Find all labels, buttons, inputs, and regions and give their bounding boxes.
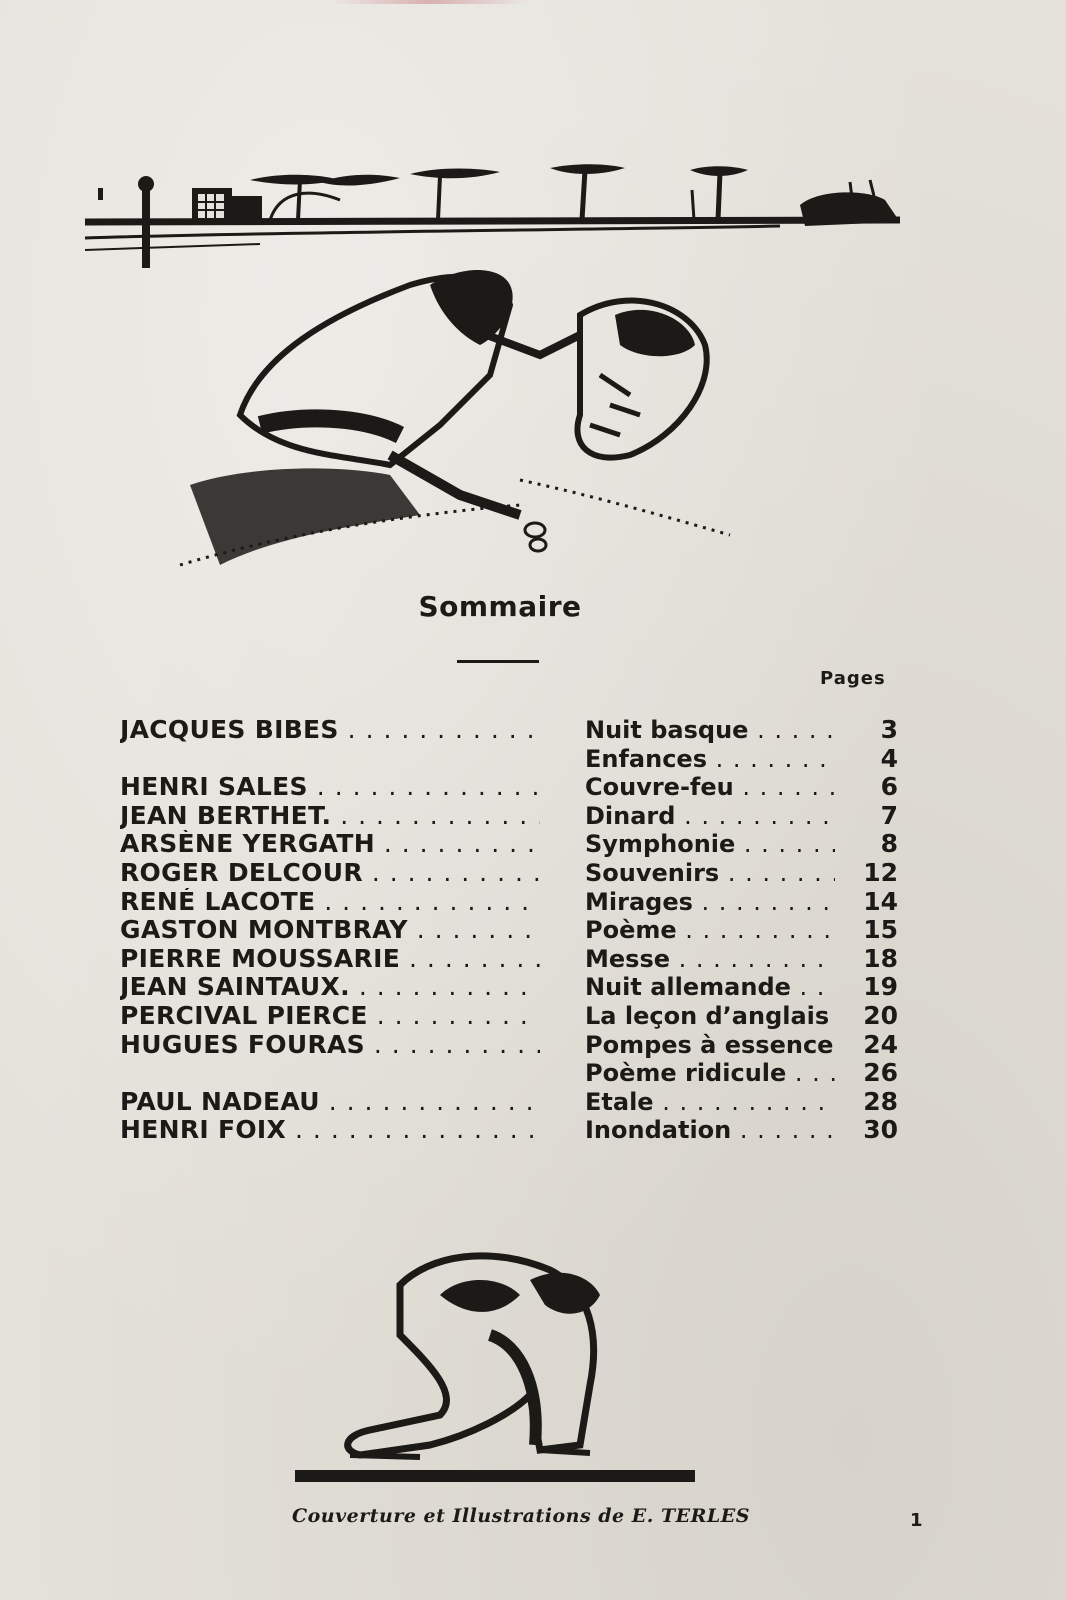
toc-title: Symphonie . . . xyxy=(585,830,835,859)
toc-row xyxy=(120,859,900,888)
title-rule xyxy=(457,660,539,663)
toc-row xyxy=(120,888,900,917)
toc-author: HENRI SALES . . . xyxy=(120,773,540,802)
cover-edge-strip xyxy=(330,0,530,4)
toc-author: RENÉ LACOTE . . . xyxy=(120,888,540,917)
toc-page: 12 xyxy=(863,857,898,887)
toc-author: ARSÈNE YERGATH . . . xyxy=(120,830,540,859)
toc-title: Nuit allemande . . . xyxy=(585,973,835,1002)
toc-row xyxy=(120,945,900,974)
toc-title: Mirages . . . xyxy=(585,888,835,917)
crouching-figure-vignette xyxy=(290,1245,710,1485)
toc-page: 8 xyxy=(880,829,898,859)
toc-author: ROGER DELCOUR . . . xyxy=(120,859,540,888)
toc-page: 4 xyxy=(880,743,898,773)
toc-page: 20 xyxy=(863,1000,898,1030)
toc-author: HENRI FOIX . . . xyxy=(120,1116,540,1145)
toc-title: Nuit basque . . . xyxy=(585,716,835,745)
toc-page: 30 xyxy=(863,1115,898,1145)
toc-author: HUGUES FOURAS . . . xyxy=(120,1031,540,1060)
toc-row xyxy=(120,802,900,831)
toc-page: 19 xyxy=(863,972,898,1002)
toc-page: 15 xyxy=(863,915,898,945)
toc-page: 7 xyxy=(880,800,898,830)
toc-row xyxy=(120,1088,900,1117)
toc-page: 14 xyxy=(863,886,898,916)
toc-author: JEAN SAINTAUX. . . . xyxy=(120,973,540,1002)
toc-title: Couvre-feu . . . xyxy=(585,773,835,802)
toc-author: JEAN BERTHET. . . . xyxy=(120,802,540,831)
page-number: 1 xyxy=(910,1510,923,1531)
toc-author: PIERRE MOUSSARIE . . . xyxy=(120,945,540,974)
toc-row xyxy=(120,745,900,774)
toc-row xyxy=(120,773,900,802)
toc-author: GASTON MONTBRAY . . . xyxy=(120,916,540,945)
toc-title: Etale . . . xyxy=(585,1088,835,1117)
toc-page: 26 xyxy=(863,1058,898,1088)
toc-row xyxy=(120,1059,900,1088)
toc-row xyxy=(120,1116,900,1145)
illustration-credit: Couverture et Illustrations de E. TERLES xyxy=(292,1505,750,1527)
toc-page: 24 xyxy=(863,1029,898,1059)
toc-row xyxy=(120,916,900,945)
toc-author: JACQUES BIBES . . . xyxy=(120,716,540,745)
toc-author: PERCIVAL PIERCE . . . xyxy=(120,1002,540,1031)
toc-title: Poème . . . xyxy=(585,916,835,945)
page-title: Sommaire xyxy=(418,590,582,623)
toc-title: Dinard . . . xyxy=(585,802,835,831)
toc-title: Inondation . . . xyxy=(585,1116,835,1145)
toc-row xyxy=(120,1031,900,1060)
toc-title: La leçon d’anglais . . . xyxy=(585,1002,835,1031)
toc-title: Enfances . . . xyxy=(585,745,835,774)
landscape-vignette xyxy=(80,160,930,280)
toc-page: 18 xyxy=(863,943,898,973)
toc-title: Poème ridicule . . . xyxy=(585,1059,835,1088)
worker-vignette xyxy=(160,265,740,595)
table-of-contents xyxy=(120,716,900,1145)
toc-row xyxy=(120,716,900,745)
toc-row xyxy=(120,973,900,1002)
pages-column-label: Pages xyxy=(820,668,886,689)
toc-row xyxy=(120,830,900,859)
toc-title: Souvenirs . . . xyxy=(585,859,835,888)
toc-author: PAUL NADEAU . . . xyxy=(120,1088,540,1117)
toc-title: Messe . . . xyxy=(585,945,835,974)
toc-page: 28 xyxy=(863,1086,898,1116)
toc-page: 6 xyxy=(880,772,898,802)
toc-title: Pompes à essence . . . xyxy=(585,1031,835,1060)
toc-row xyxy=(120,1002,900,1031)
toc-page: 3 xyxy=(880,715,898,744)
